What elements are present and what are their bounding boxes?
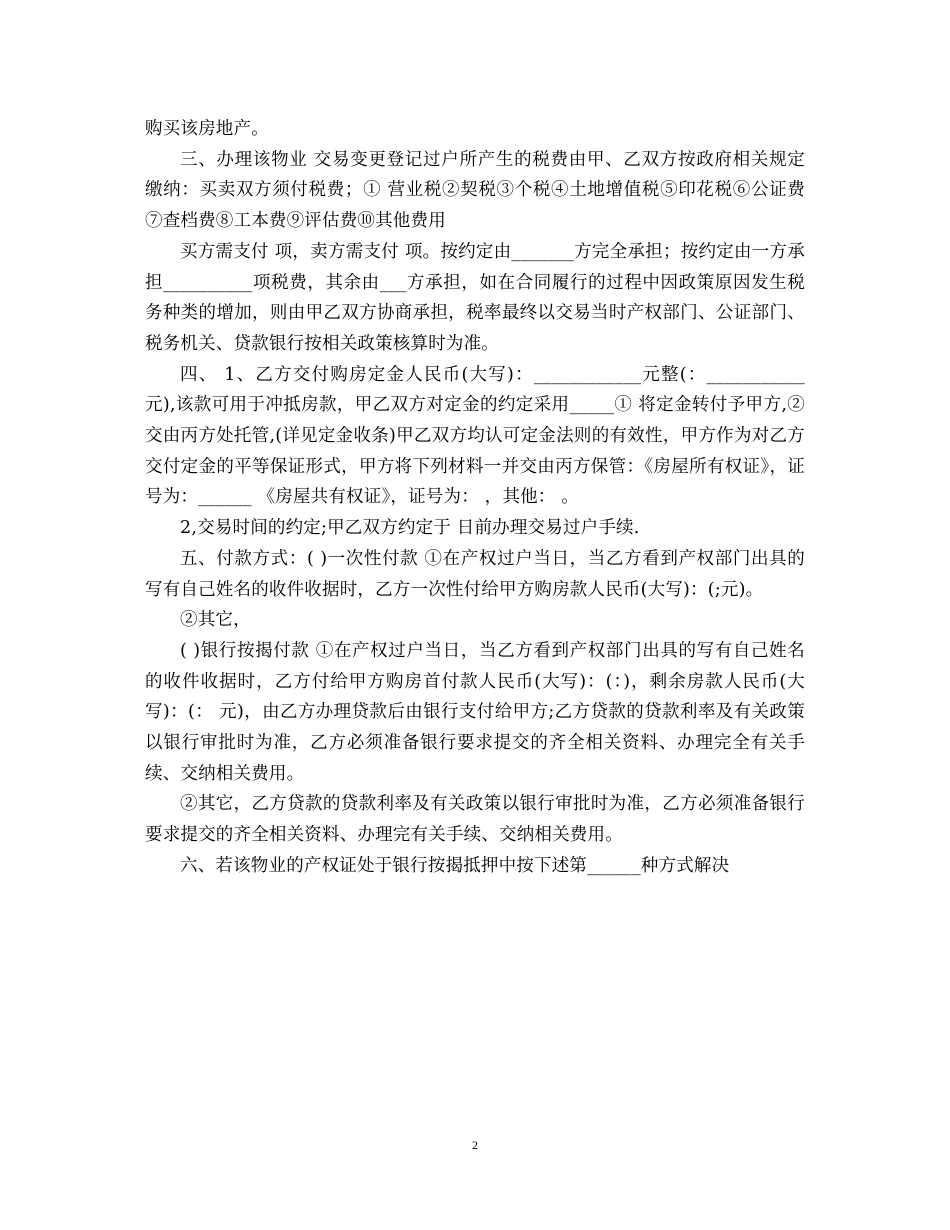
paragraph-other-two: ②其它，乙方贷款的贷款利率及有关政策以银行审批时为准，乙方必须准备银行要求提交的齐全相关资料、办理完有关手续、交纳相关费用。 bbox=[145, 794, 805, 846]
page-number: 2 bbox=[472, 1138, 478, 1152]
document-body bbox=[145, 114, 805, 882]
paragraph-section-five-payment: 五、付款方式：( )一次性付款 ①在产权过户当日，当乙方看到产权部门出具的写有自己姓名的收件收据时，乙方一次性付给甲方购房款人民币(大写)：(;元)。 bbox=[145, 548, 805, 600]
paragraph-bank-mortgage: ( )银行按揭付款 ①在产权过户当日，当乙方看到产权部门出具的写有自己姓名的收件收据时，乙方付给甲方购房首付款人民币(大写)：(：)，剩余房款人民币(大写)：(： 元)，由乙方办理贷款后由银行支付给甲方;乙方贷款的贷款利率及有关政策以银行审批时为准，乙方必须准备银行要求提交的齐全相关资料、办理完全有关手续、交纳相关费用。 bbox=[145, 640, 805, 784]
paragraph-other-one: ②其它， bbox=[180, 610, 251, 631]
paragraph-section-six: 六、若该物业的产权证处于银行按揭抵押中按下述第______种方式解决 bbox=[180, 855, 730, 876]
paragraph-section-three-taxes: 三、办理该物业 交易变更登记过户所产生的税费由甲、乙双方按政府相关规定缴纳：买卖双方须付税费；① 营业税②契税③个税④土地增值税⑤印花税⑥公证费⑦查档费⑧工本费⑨评估费⑩其他费用 bbox=[145, 149, 805, 232]
paragraph-transaction-time: 2,交易时间的约定;甲乙双方约定于 日前办理交易过户手续. bbox=[180, 518, 640, 539]
paragraph-purchase-property: 购买该房地产。 bbox=[145, 119, 269, 139]
paragraph-section-four-deposit: 四、 1、乙方交付购房定金人民币(大写)：____________元整(：___________元),该款可用于冲抵房款，甲乙双方对定金的约定采用_____① 将定金转付予甲方,② 交由丙方处托管,(详见定金收条)甲乙双方均认可定金法则的有效性，甲方作为对乙方交付定金的平等保证形式，甲方将下列材料一并交由丙方保管：《房屋所有权证》，证号为：______ 《房屋共有权证》，证号为： ，其他： 。 bbox=[145, 364, 805, 508]
paragraph-tax-burden: 买方需支付 项，卖方需支付 项。按约定由_______方完全承担；按约定由一方承担__________项税费，其余由___方承担，如在合同履行的过程中因政策原因发生税务种类的增加，则由甲乙双方协商承担，税率最终以交易当时产权部门、公证部门、税务机关、贷款银行按相关政策核算时为准。 bbox=[145, 241, 805, 354]
